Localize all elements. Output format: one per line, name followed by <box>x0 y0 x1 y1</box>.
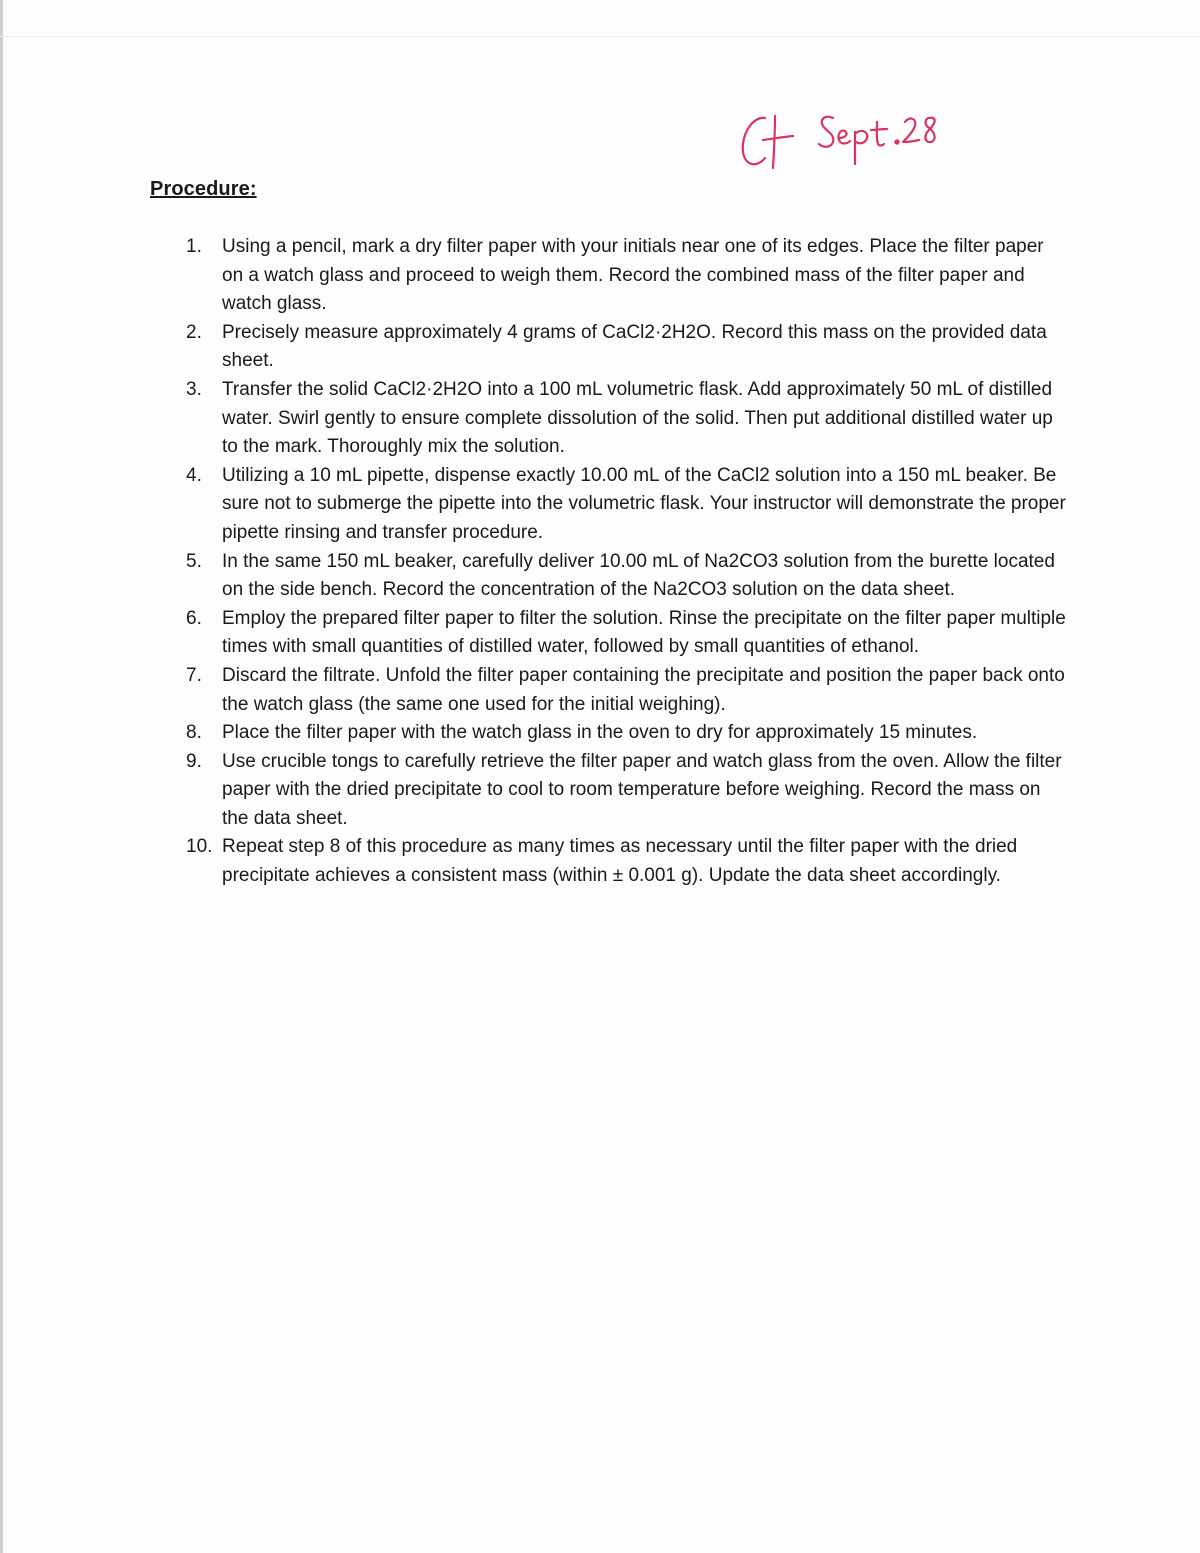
handwritten-annotation <box>735 100 955 180</box>
step-number: 9. <box>186 750 202 772</box>
handwritten-initials-date <box>735 100 955 180</box>
step-number: 3. <box>186 378 202 400</box>
procedure-step-6 <box>186 605 1066 662</box>
scan-artifact-line <box>0 36 1200 37</box>
step-number: 8. <box>186 722 202 744</box>
step-number: 6. <box>186 607 202 629</box>
procedure-step-9 <box>186 748 1066 834</box>
step-text: Employ the prepared filter paper to filter the solution. Rinse the precipitate on the filter paper multiple times with small quantities of distilled water, followed by small quantities of ethanol. <box>222 607 1066 658</box>
step-text: In the same 150 mL beaker, carefully deliver 10.00 mL of Na2CO3 solution from the burette located on the side bench. Record the concentration of the Na2CO3 solution on the data sheet. <box>222 550 1055 601</box>
procedure-step-7 <box>186 662 1066 719</box>
step-number: 1. <box>186 236 202 257</box>
step-text: Precisely measure approximately 4 grams of CaCl2·2H2O. Record this mass on the provided data sheet. <box>222 321 1047 372</box>
step-number: 7. <box>186 664 202 686</box>
step-text: Place the filter paper with the watch glass in the oven to dry for approximately 15 minutes. <box>222 722 978 744</box>
scan-edge <box>0 0 3 1553</box>
procedure-step-1 <box>186 233 1066 319</box>
procedure-step-8 <box>186 719 1066 748</box>
annotation-text <box>735 180 736 181</box>
step-number: 10. <box>186 836 213 858</box>
procedure-heading: Procedure: <box>150 178 257 200</box>
procedure-step-3 <box>186 376 1066 462</box>
procedure-step-4 <box>186 462 1066 548</box>
step-text: Using a pencil, mark a dry filter paper with your initials near one of its edges. Place the filter paper on a watch glass and proceed to weigh them. Record the combined mass of the filter paper and watch glass. <box>222 236 1044 315</box>
step-text: Discard the filtrate. Unfold the filter paper containing the precipitate and position the paper back onto the watch glass (the same one used for the initial weighing). <box>222 664 1065 715</box>
procedure-step-10 <box>186 833 1066 890</box>
step-number: 5. <box>186 550 202 572</box>
step-text: Use crucible tongs to carefully retrieve the filter paper and watch glass from the oven. Allow the filter paper with the dried precipitate to cool to room temperature before weighing. Record the mass on the data sheet. <box>222 750 1062 829</box>
procedure-step-2 <box>186 319 1066 376</box>
step-text: Utilizing a 10 mL pipette, dispense exactly 10.00 mL of the CaCl2 solution into a 150 mL beaker. Be sure not to submerge the pipette into the volumetric flask. Your instructor will demonstrate the proper pipette rinsing and transfer procedure. <box>222 464 1066 543</box>
step-text: Transfer the solid CaCl2·2H2O into a 100 mL volumetric flask. Add approximately 50 mL of distilled water. Swirl gently to ensure complete dissolution of the solid. Then put additional distilled water up to the mark. Thoroughly mix the solution. <box>222 378 1053 458</box>
step-number: 4. <box>186 464 202 486</box>
step-text: Repeat step 8 of this procedure as many times as necessary until the filter paper with the dried precipitate achieves a consistent mass (within ± 0.001 g). Update the data sheet accordingly. <box>222 836 1018 887</box>
procedure-step-5 <box>186 548 1066 605</box>
step-number: 2. <box>186 321 202 343</box>
procedure-steps-list <box>186 233 1066 891</box>
